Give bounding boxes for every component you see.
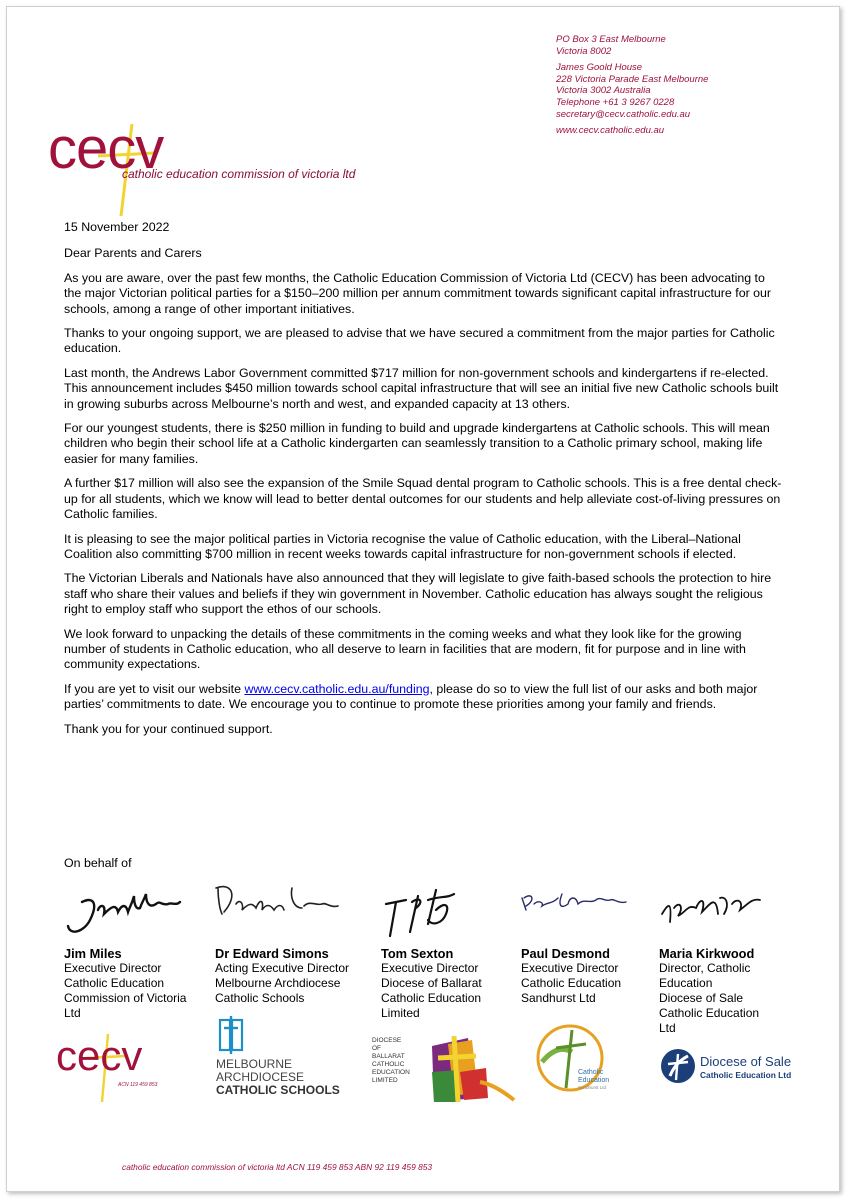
letter-date: 15 November 2022 (64, 220, 170, 234)
signature-jim-miles (64, 874, 194, 944)
signatory-name: Paul Desmond (521, 946, 610, 961)
website-paragraph: If you are yet to visit our website www.cecv.catholic.edu.au/funding, please do so to view the full list of our asks and both major parties’ commitments to date. We encourage you to continue to promote these priorities among your family and friends. (64, 681, 758, 712)
signatory-paul-desmond: Paul Desmond Executive Director Catholic Education Sandhurst Ltd (521, 946, 622, 1005)
signatory-tom-sexton: Tom Sexton Executive Director Diocese of Ballarat Catholic Education Limited (381, 946, 482, 1020)
ballarat-logo (368, 1032, 518, 1108)
paragraph: Thanks to your ongoing support, we are pleased to advise that we have secured a commitment from the major parties for Catholic education. (64, 326, 775, 356)
signatory-name: Tom Sexton (381, 946, 454, 961)
signatory-maria-kirkwood: Maria Kirkwood Director, Catholic Education Diocese of Sale Catholic Education Ltd (659, 946, 760, 1035)
paragraph: The Victorian Liberals and Nationals have also announced that they will legislate to give faith-based schools the protection to hire staff who share their values and beliefs if they win government in November. Catholic education has always sought the religious right to employ staff who support the ethos of our schools. (64, 571, 772, 617)
svg-text:Catholic Education Ltd: Catholic Education Ltd (700, 1070, 792, 1080)
letter-body (64, 220, 782, 746)
signature-maria-kirkwood (656, 874, 786, 944)
paragraph: Last month, the Andrews Labor Government committed $717 million for non-government schools and kindergartens if re-elected. This announcement includes $450 million towards school capital infrastructure that will see an initial five new Catholic schools built in growing suburbs across Melbourne’s north and west, and expanded capacity at 13 others. (64, 365, 779, 411)
signatory-edward-simons: Dr Edward Simons Acting Executive Director Melbourne Archdiocese Catholic Schools (215, 946, 350, 1005)
signature-tom-sexton (370, 874, 500, 944)
svg-text:OF: OF (372, 1045, 382, 1052)
paragraph: As you are aware, over the past few months, the Catholic Education Commission of Victoria Ltd (CECV) has been advocating to the major Victorian political parties for a $150–200 million per annum commitment towards significant capital infrastructure for our schools, among a range of other important initiatives. (64, 270, 772, 316)
svg-text:Sandhurst Ltd: Sandhurst Ltd (578, 1085, 607, 1090)
sandhurst-logo (532, 1022, 622, 1094)
signature-paul-desmond (518, 874, 638, 944)
paragraph: We look forward to unpacking the details of these commitments in the coming weeks and what they look like for the growing number of students in Catholic education, who all deserve to learn in facilities that are modern, fit for purpose and in line with community expectations. (64, 626, 746, 672)
svg-text:cecv: cecv (56, 1032, 143, 1079)
cecv-tagline: catholic education commission of victoria ltd (122, 167, 356, 181)
address-line: Victoria 8002 (556, 45, 612, 57)
signature-edward-simons (212, 874, 352, 944)
svg-text:ACN 119 459 853: ACN 119 459 853 (118, 1082, 158, 1088)
address-postal (556, 34, 708, 57)
paragraph: For our youngest students, there is $250 million in funding to build and upgrade kindergartens at Catholic schools. This will mean children who begin their school life at a Catholic kindergarten can seamlessly transition to a Catholic primary school, making life easier for many families. (64, 421, 770, 466)
address-line: Victoria 3002 Australia (556, 85, 651, 97)
svg-text:CATHOLIC SCHOOLS: CATHOLIC SCHOOLS (216, 1083, 340, 1097)
funding-link[interactable]: www.cecv.catholic.edu.au/funding (244, 681, 430, 696)
svg-text:ARCHDIOCESE: ARCHDIOCESE (216, 1070, 305, 1084)
svg-text:Catholic: Catholic (578, 1069, 604, 1076)
svg-text:Diocese of Sale: Diocese of Sale (700, 1054, 792, 1069)
svg-text:DIOCESE: DIOCESE (372, 1037, 402, 1044)
salutation: Dear Parents and Carers (64, 246, 202, 261)
sale-logo (660, 1046, 810, 1090)
svg-text:Education: Education (578, 1077, 610, 1084)
signatory-name: Dr Edward Simons (215, 946, 329, 961)
address-line: James Goold House (556, 62, 643, 74)
address-line: 228 Victoria Parade East Melbourne (556, 73, 709, 85)
closing: Thank you for your continued support. (64, 721, 273, 736)
address-line: PO Box 3 East Melbourne (556, 34, 666, 45)
address-line: secretary@cecv.catholic.edu.au (556, 108, 691, 120)
svg-text:EDUCATION: EDUCATION (372, 1069, 410, 1076)
on-behalf-label: On behalf of (64, 856, 132, 870)
address-web: www.cecv.catholic.edu.au (556, 125, 665, 137)
address-line: Telephone +61 3 9267 0228 (556, 96, 675, 108)
signatory-name: Maria Kirkwood (659, 946, 755, 961)
svg-text:MELBOURNE: MELBOURNE (216, 1057, 293, 1071)
macs-logo (212, 1016, 352, 1100)
svg-text:LIMITED: LIMITED (372, 1077, 398, 1084)
svg-text:CATHOLIC: CATHOLIC (372, 1061, 405, 1068)
paragraph: It is pleasing to see the major political parties in Victoria recognise the value of Catholic education, with the Liberal–National Coalition also committing $700 million in recent weeks towards capital infrastructure for non-government schools if elected. (64, 531, 741, 561)
signatory-name: Jim Miles (64, 946, 122, 961)
footer-legal: catholic education commission of victoria ltd ACN 119 459 853 ABN 92 119 459 853 (122, 1162, 433, 1172)
paragraph: A further $17 million will also see the expansion of the Smile Squad dental program to Catholic schools. This is a free dental check-up for all students, which we know will lead to better dental outcomes for our students and help alleviate cost-of-living pressures on Catholic families. (64, 476, 782, 522)
address-street (556, 62, 708, 120)
cecv-small-logo (56, 1030, 186, 1104)
cecv-wordmark: cecv (48, 118, 164, 181)
signatory-jim-miles: Jim Miles Executive Director Catholic Education Commission of Victoria Ltd (64, 946, 187, 1020)
address-block (556, 34, 708, 137)
svg-text:BALLARAT: BALLARAT (372, 1053, 405, 1060)
